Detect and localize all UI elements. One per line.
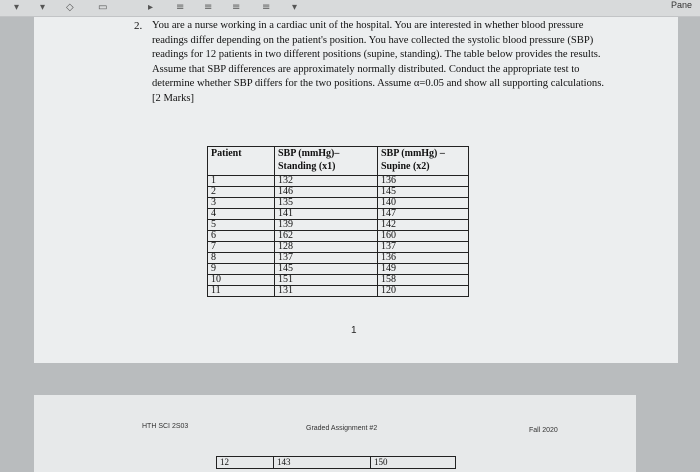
page-number: 1	[351, 325, 357, 336]
table-cell: 132	[275, 176, 378, 187]
table-row	[208, 198, 469, 209]
table-cell: 4	[208, 209, 275, 220]
table-cell: 146	[275, 187, 378, 198]
table-header-row	[208, 147, 469, 176]
table-cell: 142	[378, 220, 469, 231]
table-row	[208, 231, 469, 242]
toolbar-icon[interactable]: ▾	[40, 2, 46, 13]
table-cell: 162	[275, 231, 378, 242]
table-cell: 9	[208, 264, 275, 275]
footer-term: Fall 2020	[529, 427, 558, 434]
toolbar-icon[interactable]: ▾	[292, 2, 298, 13]
table-cell: 137	[378, 242, 469, 253]
table-cell: 135	[275, 198, 378, 209]
table-row-continued	[216, 456, 456, 469]
sbp-table	[207, 146, 469, 297]
table-cell: 128	[275, 242, 378, 253]
table-cell: 8	[208, 253, 275, 264]
table-cell: 5	[208, 220, 275, 231]
table-row	[208, 264, 469, 275]
column-header: Patient	[208, 147, 275, 176]
table-cell: 137	[275, 253, 378, 264]
table-cell: 160	[378, 231, 469, 242]
table-cell: 120	[378, 286, 469, 297]
table-cell: 136	[378, 176, 469, 187]
table-cell: 7	[208, 242, 275, 253]
table-cell: 12	[217, 457, 274, 468]
table-row	[208, 275, 469, 286]
footer-course: HTH SCI 2S03	[142, 423, 189, 430]
table-row	[208, 209, 469, 220]
table-cell: 2	[208, 187, 275, 198]
table-cell: 3	[208, 198, 275, 209]
table-cell: 143	[274, 457, 371, 468]
table-cell: 145	[275, 264, 378, 275]
toolbar-icon[interactable]: ▾	[14, 2, 20, 13]
column-header: SBP (mmHg) – Supine (x2)	[378, 147, 469, 176]
table-cell: 147	[378, 209, 469, 220]
table-cell: 141	[275, 209, 378, 220]
question-text	[152, 19, 612, 107]
toolbar-icon[interactable]: ≡	[232, 2, 241, 13]
table-cell: 149	[378, 264, 469, 275]
question-marks: [2 Marks]	[152, 92, 195, 104]
table-row	[208, 220, 469, 231]
table-cell: 151	[275, 275, 378, 286]
table-cell: 1	[208, 176, 275, 187]
toolbar-icon[interactable]: ≡	[204, 2, 213, 13]
table-cell: 158	[378, 275, 469, 286]
table-cell: 136	[378, 253, 469, 264]
footer-assignment: Graded Assignment #2	[306, 425, 378, 432]
question-number: 2.	[134, 20, 143, 32]
table-row	[208, 187, 469, 198]
table-row	[208, 286, 469, 297]
toolbar-icon[interactable]: ▸	[148, 2, 154, 13]
table-row	[208, 253, 469, 264]
toolbar	[0, 0, 700, 17]
table-body	[208, 176, 469, 297]
table-cell: 139	[275, 220, 378, 231]
table-cell: 10	[208, 275, 275, 286]
toolbar-icon[interactable]: ≡	[262, 2, 271, 13]
table-cell: 150	[374, 457, 388, 467]
table-cell: 140	[378, 198, 469, 209]
toolbar-icon[interactable]: ≡	[176, 2, 185, 13]
table-cell: 131	[275, 286, 378, 297]
pane-label[interactable]: Pane	[670, 0, 692, 10]
table-cell: 11	[208, 286, 275, 297]
table-row	[208, 176, 469, 187]
toolbar-icon[interactable]: ▭	[98, 2, 108, 13]
table-cell: 6	[208, 231, 275, 242]
toolbar-icon[interactable]: ◇	[66, 2, 74, 13]
column-header: SBP (mmHg)– Standing (x1)	[275, 147, 378, 176]
table-row	[208, 242, 469, 253]
table-cell: 145	[378, 187, 469, 198]
question-body: You are a nurse working in a cardiac unit of the hospital. You are interested in whether blood pressure readings differ depending on the patient's position. You have collected the systolic blood pressure (SBP) readings for 12 patients in two different positions (supine, standing). The table below provides the results. Assume that SBP differences are approximately normally distributed. Conduct the appropriate test to determine whether SBP differs for the two positions. Assume α=0.05 and show all supporting calculations.	[152, 20, 604, 90]
